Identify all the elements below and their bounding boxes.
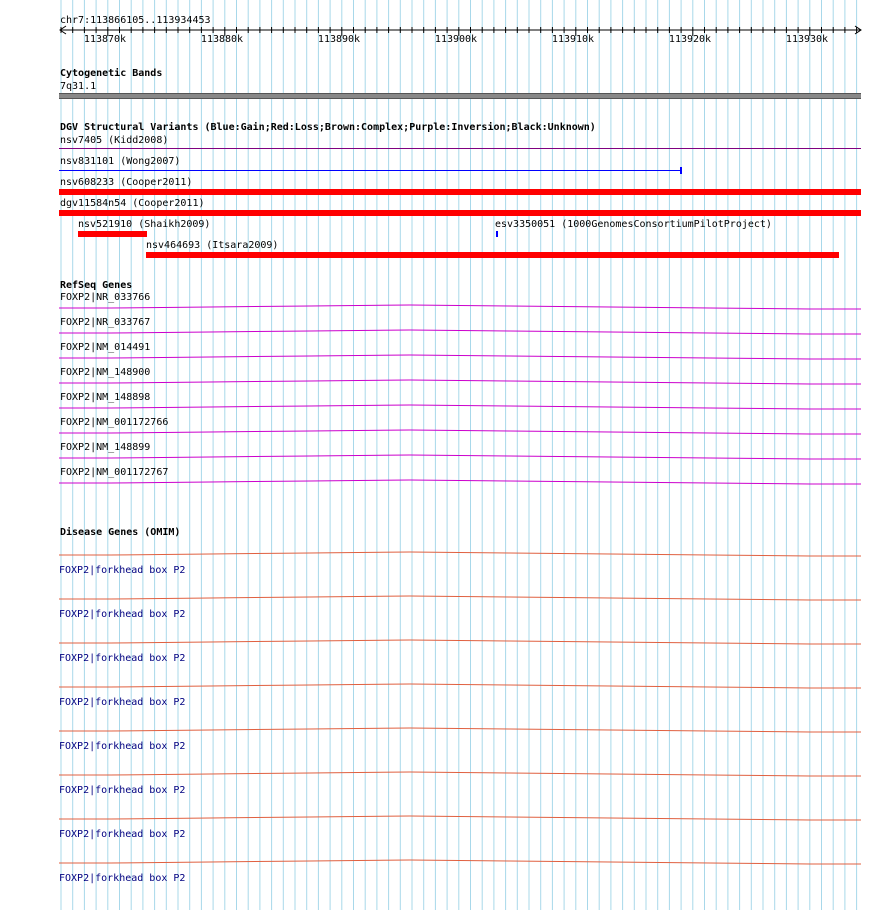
omim-gene-label[interactable]: FOXP2|forkhead box P2	[59, 653, 186, 664]
variant-label[interactable]: dgv11584n54 (Cooper2011)	[60, 198, 205, 209]
refseq-track-title: RefSeq Genes	[60, 280, 133, 291]
omim-track-title: Disease Genes (OMIM)	[60, 527, 181, 538]
cytoband-track-title: Cytogenetic Bands	[60, 68, 163, 79]
omim-gene-label[interactable]: FOXP2|forkhead box P2	[59, 741, 186, 752]
refseq-gene-label[interactable]: FOXP2|NM_148899	[60, 442, 151, 453]
omim-gene-label[interactable]: FOXP2|forkhead box P2	[59, 829, 186, 840]
omim-gene-label[interactable]: FOXP2|forkhead box P2	[59, 565, 186, 576]
cytoband-label[interactable]: 7q31.1	[60, 81, 97, 92]
refseq-gene-label[interactable]: FOXP2|NM_001172767	[60, 467, 169, 478]
gene-model-line	[59, 552, 861, 556]
gene-model-line	[59, 684, 861, 688]
refseq-gene-label[interactable]: FOXP2|NR_033767	[60, 317, 151, 328]
gene-model-line	[59, 596, 861, 600]
ruler-location: chr7:113866105..113934453	[60, 15, 211, 26]
ruler-tick-label: 113920k	[668, 34, 712, 45]
omim-gene-label[interactable]: FOXP2|forkhead box P2	[59, 873, 186, 884]
variant-label[interactable]: esv3350051 (1000GenomesConsortiumPilotProject)	[495, 219, 772, 230]
omim-gene-label[interactable]: FOXP2|forkhead box P2	[59, 785, 186, 796]
gene-model-line	[59, 860, 861, 864]
omim-gene-label[interactable]: FOXP2|forkhead box P2	[59, 697, 186, 708]
refseq-gene-label[interactable]: FOXP2|NR_033766	[60, 292, 151, 303]
variant-label[interactable]: nsv464693 (Itsara2009)	[146, 240, 279, 251]
ruler-tick-label: 113900k	[434, 34, 478, 45]
variant-label[interactable]: nsv521910 (Shaikh2009)	[78, 219, 211, 230]
gene-model-line	[59, 816, 861, 820]
gene-model-line	[59, 728, 861, 732]
ruler-tick-label: 113870k	[83, 34, 127, 45]
refseq-gene-label[interactable]: FOXP2|NM_001172766	[60, 417, 169, 428]
dgv-track-title: DGV Structural Variants (Blue:Gain;Red:Loss;Brown:Complex;Purple:Inversion;Black:Unknown)	[60, 122, 596, 133]
variant-label[interactable]: nsv608233 (Cooper2011)	[60, 177, 193, 188]
variant-label[interactable]: nsv831101 (Wong2007)	[60, 156, 181, 167]
refseq-gene-label[interactable]: FOXP2|NM_148900	[60, 367, 151, 378]
refseq-gene-label[interactable]: FOXP2|NM_148898	[60, 392, 151, 403]
gene-model-line	[59, 640, 861, 644]
gene-model-line	[59, 772, 861, 776]
refseq-gene-label[interactable]: FOXP2|NM_014491	[60, 342, 151, 353]
omim-gene-label[interactable]: FOXP2|forkhead box P2	[59, 609, 186, 620]
ruler-tick-label: 113880k	[200, 34, 244, 45]
ruler-tick-label: 113890k	[317, 34, 361, 45]
ruler-tick-label: 113910k	[551, 34, 595, 45]
variant-label[interactable]: nsv7405 (Kidd2008)	[60, 135, 169, 146]
ruler-tick-label: 113930k	[785, 34, 829, 45]
